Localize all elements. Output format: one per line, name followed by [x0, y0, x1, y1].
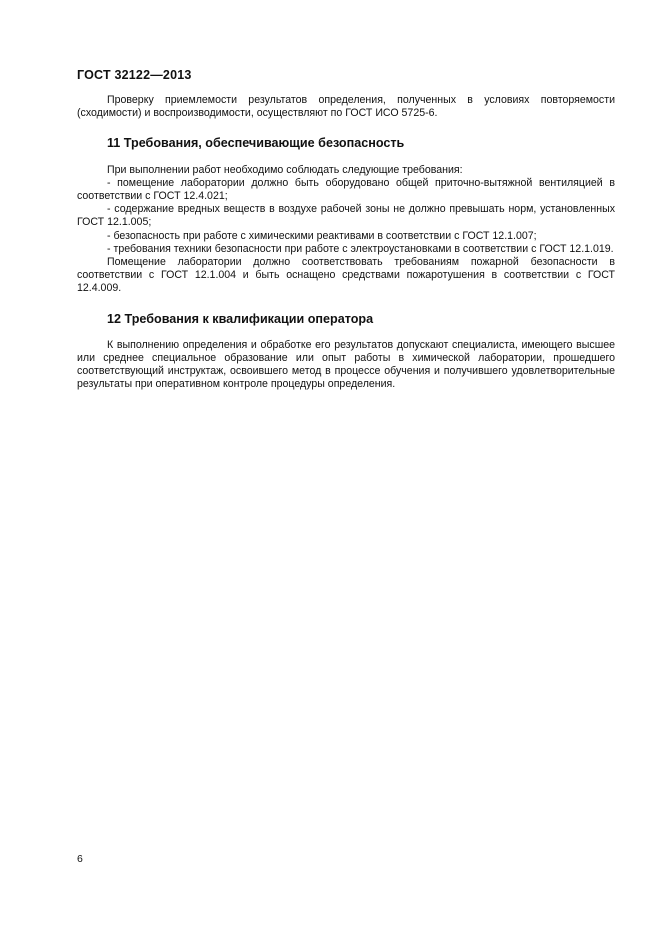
section-11-paragraph-2: - помещение лаборатории должно быть оборудовано общей приточно-вытяжной вентиляцией в соответствии с ГОСТ 12.4.021;	[77, 176, 615, 203]
section-11-paragraph-1: При выполнении работ необходимо соблюдать следующие требования:	[107, 163, 463, 176]
document-body	[77, 94, 615, 392]
section-11-paragraph-6: Помещение лаборатории должно соответствовать требованиям пожарной безопасности в соответствии с ГОСТ 12.1.004 и быть оснащено средствами пожаротушения в соответствии с ГОСТ 12.4.009.	[77, 256, 615, 295]
section-11-paragraph-4: - безопасность при работе с химическими реактивами в соответствии с ГОСТ 12.1.007;	[107, 229, 537, 242]
document-header: ГОСТ 32122—2013	[77, 68, 192, 82]
section-12-title: 12 Требования к квалификации оператора	[107, 311, 374, 326]
page-number: 6	[77, 853, 83, 865]
section-11-title: 11 Требования, обеспечивающие безопасность	[107, 136, 405, 151]
section-11-paragraph-5: - требования техники безопасности при работе с электроустановками в соответствии с ГОСТ 12.1.019.	[107, 242, 614, 255]
intro-paragraph: Проверку приемлемости результатов определения, полученных в условиях повторяемости (сходимости) и воспроизводимости, осуществляют по ГОСТ ИСО 5725-6.	[77, 94, 615, 120]
section-12-paragraph-1: К выполнению определения и обработке его результатов допускают специалиста, имеющего высшее или среднее специальное образование или опыт работы в химической лаборатории, прошедшего соответствующий инструктаж, освоившего метод в процессе обучения и получившего удовлетворительные результаты при оперативном контроле процедуры определения.	[77, 338, 615, 391]
section-11-paragraph-3: - содержание вредных веществ в воздухе рабочей зоны не должно превышать норм, установленных ГОСТ 12.1.005;	[77, 203, 615, 229]
